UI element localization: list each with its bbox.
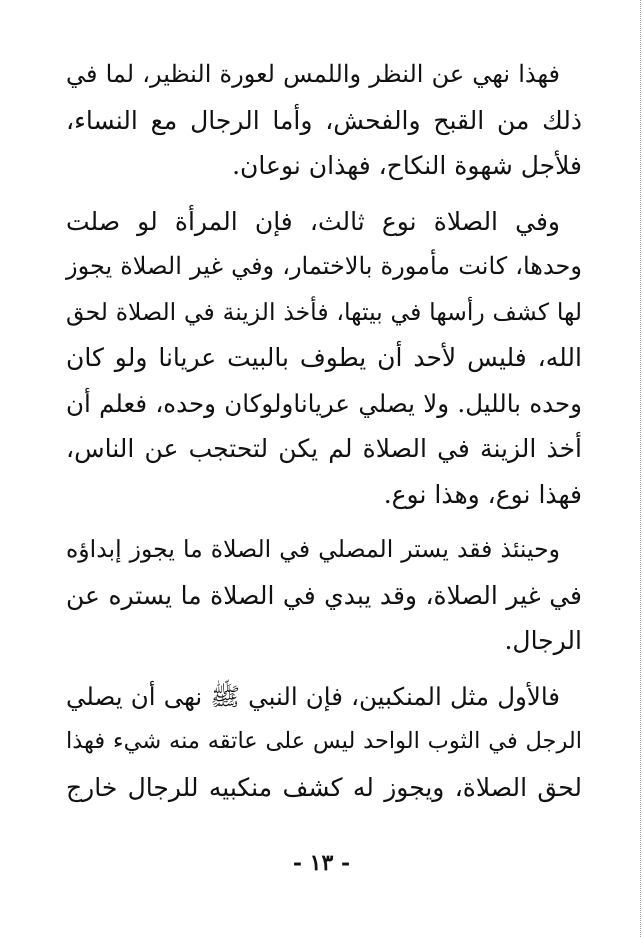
text-line: ذلك من القبح والفحش، وأما الرجال مع النساء، [66, 105, 582, 135]
text-line: وحينئذ فقد يستر المصلي في الصلاة ما يجوز إبداؤه [66, 535, 560, 563]
text-line: الرجل في الثوب الواحد ليس على عاتقه منه شيء فهذا [66, 728, 582, 754]
paragraph-3 [66, 527, 582, 664]
text-line: فالأول مثل المنكبين، فإن النبي ﷺ نهى أن يصلي [66, 681, 560, 711]
text-line: فهذا نهي عن النظر واللمس لعورة النظير، لما في [66, 60, 560, 88]
text-line: فهذا نوع، وهذا نوع. [383, 479, 582, 509]
text-line: الرجال. [504, 626, 582, 655]
text-line: فلأجل شهوة النكاح، فهذان نوعان. [232, 151, 582, 180]
text-line: أخذ الزينة في الصلاة لم يكن لتحتجب عن الناس، [66, 434, 582, 463]
text-body [66, 52, 582, 820]
text-line: وحدها، كانت مأمورة بالاختمار، وفي غير الصلاة يجوز [66, 252, 582, 280]
paragraph-4 [66, 674, 582, 811]
page-edge-line [640, 0, 641, 937]
text-line: الله، فليس لأحد أن يطوف بالبيت عريانا ولو كان [66, 343, 582, 372]
text-line: وفي الصلاة نوع ثالث، فإن المرأة لو صلت [66, 206, 560, 236]
text-line: وحده بالليل. ولا يصلي عرياناولوكان وحده، فعلم أن [66, 388, 582, 418]
page-number: - ١٣ - [292, 850, 351, 876]
paragraph-1 [66, 52, 582, 189]
text-line: لها كشف رأسها في بيتها، فأخذ الزينة في الصلاة لحق [66, 297, 582, 326]
paragraph-2 [66, 199, 582, 518]
text-line: في غير الصلاة، وقد يبدي في الصلاة ما يستره عن [66, 580, 582, 610]
text-line: لحق الصلاة، ويجوز له كشف منكبيه للرجال خارج [66, 772, 582, 802]
